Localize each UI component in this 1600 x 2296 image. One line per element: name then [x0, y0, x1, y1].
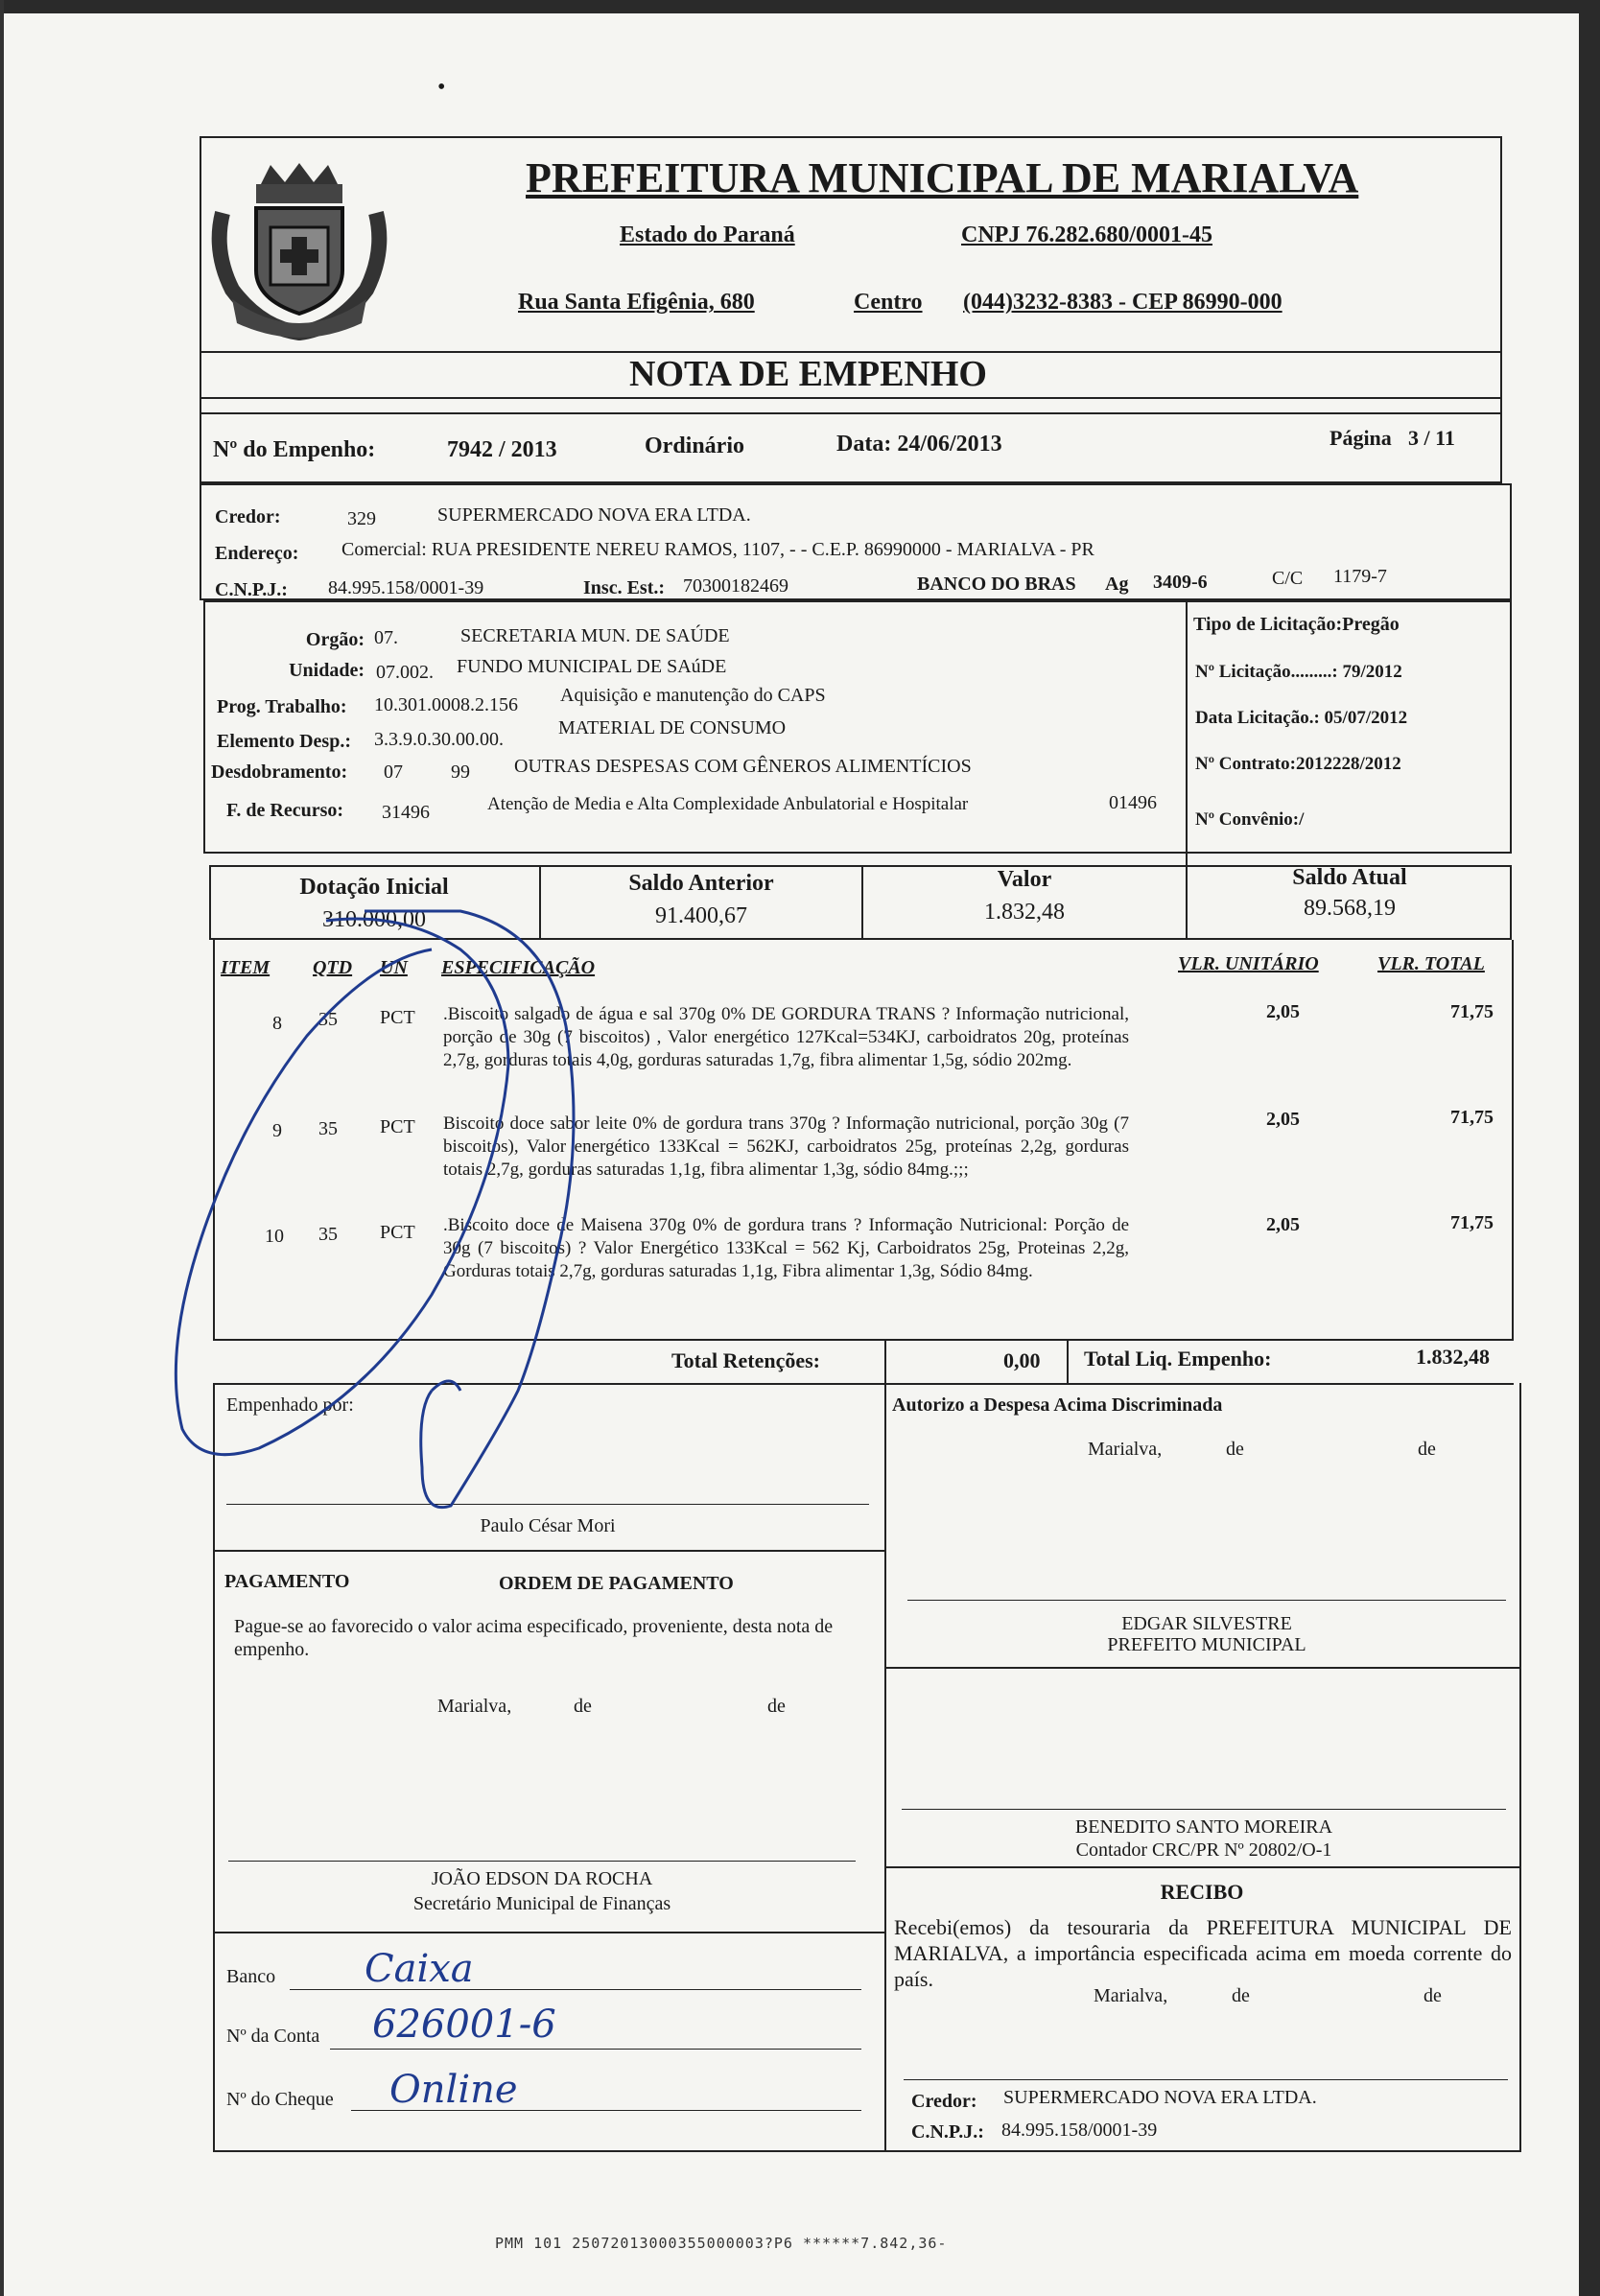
item-qtd: 35 [318, 1224, 338, 1245]
banco-handwritten: Caixa [365, 1947, 474, 1991]
classification-divider [1186, 600, 1188, 854]
secretario-role: Secretário Municipal de Finanças [412, 1893, 671, 1914]
desdobramento-label: Desdobramento: [211, 761, 348, 783]
autorizo-place: Marialva, [1088, 1439, 1163, 1460]
prefeito-name: EDGAR SILVESTRE [1121, 1613, 1292, 1634]
item-number: 10 [265, 1226, 284, 1247]
page-label: Página [1329, 426, 1392, 450]
orgao-label: Orgão: [305, 629, 365, 650]
address-label: Endereço: [215, 543, 299, 564]
items-header-total: VLR. TOTAL [1377, 953, 1485, 974]
desdobramento-name: OUTRAS DESPESAS COM GÊNEROS ALIMENTÍCIOS [514, 756, 972, 777]
elemento-code: 3.3.9.0.30.00.00. [374, 729, 504, 750]
item-total: 71,75 [1450, 1212, 1494, 1233]
recibo-credor-label: Credor: [911, 2091, 977, 2112]
coat-of-arms-logo [203, 155, 395, 347]
page-number: 3 / 11 [1408, 426, 1455, 450]
unidade-code: 07.002. [376, 662, 434, 683]
licitacao-data: Data Licitação.: 05/07/2012 [1195, 708, 1408, 728]
account-label: C/C [1272, 568, 1304, 589]
saldo-atual-value: 89.568,19 [1304, 896, 1396, 921]
recibo-de-2: de [1424, 1985, 1442, 2006]
item-number: 8 [272, 1013, 282, 1034]
prog-label: Prog. Trabalho: [217, 696, 347, 717]
prefeito-bottom-line [884, 1667, 1519, 1669]
recibo-cnpj-label: C.N.P.J.: [911, 2121, 984, 2143]
autorizo-de-1: de [1226, 1439, 1244, 1460]
prefeito-signature-line [907, 1600, 1506, 1601]
lower-right-border [1519, 1383, 1521, 2152]
credor-code: 329 [347, 508, 376, 529]
item-qtd: 35 [318, 1009, 338, 1030]
licitacao-contrato: Nº Contrato:2012228/2012 [1195, 754, 1401, 774]
item-un: PCT [380, 1116, 415, 1137]
totals-divider-1 [884, 1339, 886, 1383]
items-header-spec: ESPECIFICAÇÃO [441, 957, 596, 978]
recibo-cnpj: 84.995.158/0001-39 [1001, 2120, 1158, 2141]
agency-number: 3409-6 [1153, 572, 1208, 593]
pagamento-label: PAGAMENTO [224, 1571, 350, 1592]
cheque-label: Nº do Cheque [226, 2089, 334, 2110]
desdobramento-a: 07 [384, 761, 403, 783]
prog-code: 10.301.0008.2.156 [374, 694, 518, 715]
banco-label: Banco [226, 1966, 276, 1987]
insc-label: Insc. Est.: [583, 577, 666, 598]
secretario-signature-line [228, 1861, 856, 1862]
retencoes-value: 0,00 [1003, 1348, 1041, 1372]
insc-value: 70300182469 [683, 575, 788, 597]
recibo-title: RECIBO [1160, 1880, 1244, 1904]
recurso-name: Atenção de Media e Alta Complexidade Anbulatorial e Hospitalar [487, 794, 969, 814]
recibo-text: Recebi(emos) da tesouraria da PREFEITURA MUNICIPAL DE MARIALVA, a importância especificada acima em moeda corrente do país. [894, 1915, 1512, 1991]
city-hall-title: PREFEITURA MUNICIPAL DE MARIALVA [526, 154, 1359, 201]
street-address: Rua Santa Efigênia, 680 [518, 290, 755, 315]
item-unit-price: 2,05 [1266, 1214, 1300, 1235]
saldo-anterior-label: Saldo Anterior [628, 871, 774, 896]
recibo-place: Marialva, [1094, 1985, 1168, 2006]
item-un: PCT [380, 1222, 415, 1243]
pagamento-text: Pague-se ao favorecido o valor acima especificado, proveniente, desta nota de empenho. [234, 1616, 834, 1660]
item-unit-price: 2,05 [1266, 1109, 1300, 1130]
item-total: 71,75 [1450, 1107, 1494, 1128]
district: Centro [854, 290, 923, 315]
orgao-code: 07. [374, 627, 398, 648]
items-header-qtd: QTD [313, 957, 353, 978]
scan-top-edge [0, 0, 1600, 13]
conta-label: Nº da Conta [226, 2026, 320, 2047]
dotacao-inicial-value: 310.000,00 [322, 907, 426, 932]
empenho-type: Ordinário [645, 433, 745, 458]
scan-top-mark: • [437, 75, 446, 100]
valor-label: Valor [997, 867, 1052, 892]
document-title: NOTA DE EMPENHO [629, 354, 987, 394]
autorizo-label: Autorizo a Despesa Acima Discriminada [892, 1394, 1223, 1416]
account-number: 1179-7 [1333, 566, 1387, 587]
licitacao-convenio: Nº Convênio:/ [1195, 809, 1305, 830]
items-header-item: ITEM [221, 957, 271, 978]
item-spec: .Biscoito salgado de água e sal 370g 0% DE GORDURA TRANS ? Informação nutricional, porção de 30g (7 biscoitos) , Valor energético 127Kcal=534KJ, carboidratos 20g, proteínas 2,7g, gorduras totais 4,0g, gorduras saturadas 1,7g, fibra alimentar 1,5g, sódio 202mg. [443, 1004, 1129, 1070]
empenho-number-label: Nº do Empenho: [213, 437, 376, 462]
item-spec: Biscoito doce sabor leite 0% de gordura trans 370g ? Informação nutricional, porção 30g (7 biscoitos), Valor energético 133Kcal = 562KJ, carboidratos 25g, proteínas 2,2g, gorduras totais 2,7g, gorduras saturadas 1,1g, fibra alimentar 1,3g, sódio 84mg.;;; [443, 1113, 1129, 1180]
lower-bottom-line [213, 2150, 1521, 2152]
handwritten-signature-loop [144, 892, 624, 1525]
item-qtd: 35 [318, 1118, 338, 1139]
totals-divider-2 [1067, 1339, 1069, 1383]
licitacao-tipo: Tipo de Licitação:Pregão [1193, 614, 1400, 635]
unidade-label: Unidade: [289, 660, 365, 681]
credor-label: Credor: [215, 506, 281, 527]
items-header-unit-price: VLR. UNITÁRIO [1178, 953, 1319, 974]
scan-right-edge [1579, 0, 1600, 2296]
credor-cnpj-label: C.N.P.J.: [215, 579, 288, 600]
agency-label: Ag [1105, 574, 1129, 595]
bank-name: BANCO DO BRAS [917, 574, 1076, 595]
credor-name: SUPERMERCADO NOVA ERA LTDA. [437, 504, 751, 526]
recurso-extra: 01496 [1109, 792, 1157, 813]
item-spec: .Biscoito doce de Maisena 370g 0% de gordura trans ? Informação Nutricional: Porção de 30g (7 biscoitos) ? Valor Energético 133Kcal = 562 Kj, Carboidratos 25g, Proteinas 2,2g, Gorduras totais 2,7g, gorduras saturadas 1,1g, Fibra alimentar 1,3g, Sódio 84mg. [443, 1215, 1129, 1281]
contador-role: Contador CRC/PR Nº 20802/O-1 [1075, 1839, 1332, 1861]
empenho-number: 7942 / 2013 [447, 437, 557, 462]
prog-name: Aquisição e manutenção do CAPS [560, 685, 826, 706]
ordem-pagamento-label: ORDEM DE PAGAMENTO [499, 1573, 734, 1594]
dotacao-inicial-label: Dotação Inicial [299, 875, 449, 900]
total-liquido-value: 1.832,48 [1416, 1345, 1490, 1369]
pagamento-de-1: de [574, 1696, 592, 1717]
state-name: Estado do Paraná [620, 223, 795, 247]
elemento-name: MATERIAL DE CONSUMO [558, 717, 787, 738]
cnpj-header: CNPJ 76.282.680/0001-45 [961, 223, 1212, 247]
empenhado-label: Empenhado por: [226, 1394, 354, 1416]
conta-handwritten: 626001-6 [372, 2003, 556, 2047]
recurso-code: 31496 [382, 802, 430, 823]
elemento-label: Elemento Desp.: [217, 731, 351, 752]
items-right-border [1512, 940, 1514, 1341]
empenhado-bottom-line [213, 1550, 884, 1552]
item-unit-price: 2,05 [1266, 1001, 1300, 1022]
saldo-atual-label: Saldo Atual [1292, 865, 1407, 890]
credor-address: Comercial: RUA PRESIDENTE NEREU RAMOS, 1107, - - C.E.P. 86990000 - MARIALVA - PR [341, 539, 1094, 560]
pagamento-place: Marialva, [437, 1696, 512, 1717]
total-liquido-label: Total Liq. Empenho: [1084, 1347, 1272, 1371]
credor-cnpj: 84.995.158/0001-39 [328, 577, 484, 598]
orgao-name: SECRETARIA MUN. DE SAÚDE [460, 625, 730, 646]
prefeito-role: PREFEITO MUNICIPAL [1107, 1634, 1306, 1655]
items-header-un: UN [380, 957, 408, 978]
valor-value: 1.832,48 [984, 900, 1065, 925]
pagamento-bottom-line [213, 1932, 884, 1933]
item-un: PCT [380, 1007, 415, 1028]
recibo-de-1: de [1232, 1985, 1250, 2006]
licitacao-numero: Nº Licitação.........: 79/2012 [1195, 662, 1402, 682]
item-number: 9 [272, 1120, 282, 1141]
bank-authentication-stamp: PMM 101 25072013000355000003?P6 ******7.842,36- [495, 2235, 948, 2252]
unidade-name: FUNDO MUNICIPAL DE SAúDE [457, 656, 727, 677]
secretario-name: JOÃO EDSON DA ROCHA [431, 1868, 653, 1889]
autorizo-de-2: de [1418, 1439, 1436, 1460]
lower-middle-divider [884, 1383, 886, 2152]
desdobramento-b: 99 [451, 761, 470, 783]
contador-bottom-line [884, 1866, 1519, 1868]
conta-line [330, 2049, 861, 2050]
phone-cep: (044)3232-8383 - CEP 86990-000 [963, 290, 1282, 315]
contador-signature-line [902, 1809, 1506, 1810]
recibo-credor-name: SUPERMERCADO NOVA ERA LTDA. [1003, 2087, 1317, 2108]
item-total: 71,75 [1450, 1001, 1494, 1022]
cheque-handwritten: Online [389, 2068, 518, 2112]
contador-name: BENEDITO SANTO MOREIRA [1074, 1816, 1333, 1838]
recibo-signature-line [904, 2079, 1508, 2080]
recurso-label: F. de Recurso: [226, 800, 344, 821]
scan-left-edge [0, 0, 4, 2296]
saldo-anterior-value: 91.400,67 [655, 903, 747, 928]
retencoes-label: Total Retenções: [671, 1348, 820, 1372]
pagamento-de-2: de [767, 1696, 786, 1717]
empenhado-signer: Paulo César Mori [480, 1515, 616, 1536]
empenho-date: Data: 24/06/2013 [836, 432, 1002, 457]
